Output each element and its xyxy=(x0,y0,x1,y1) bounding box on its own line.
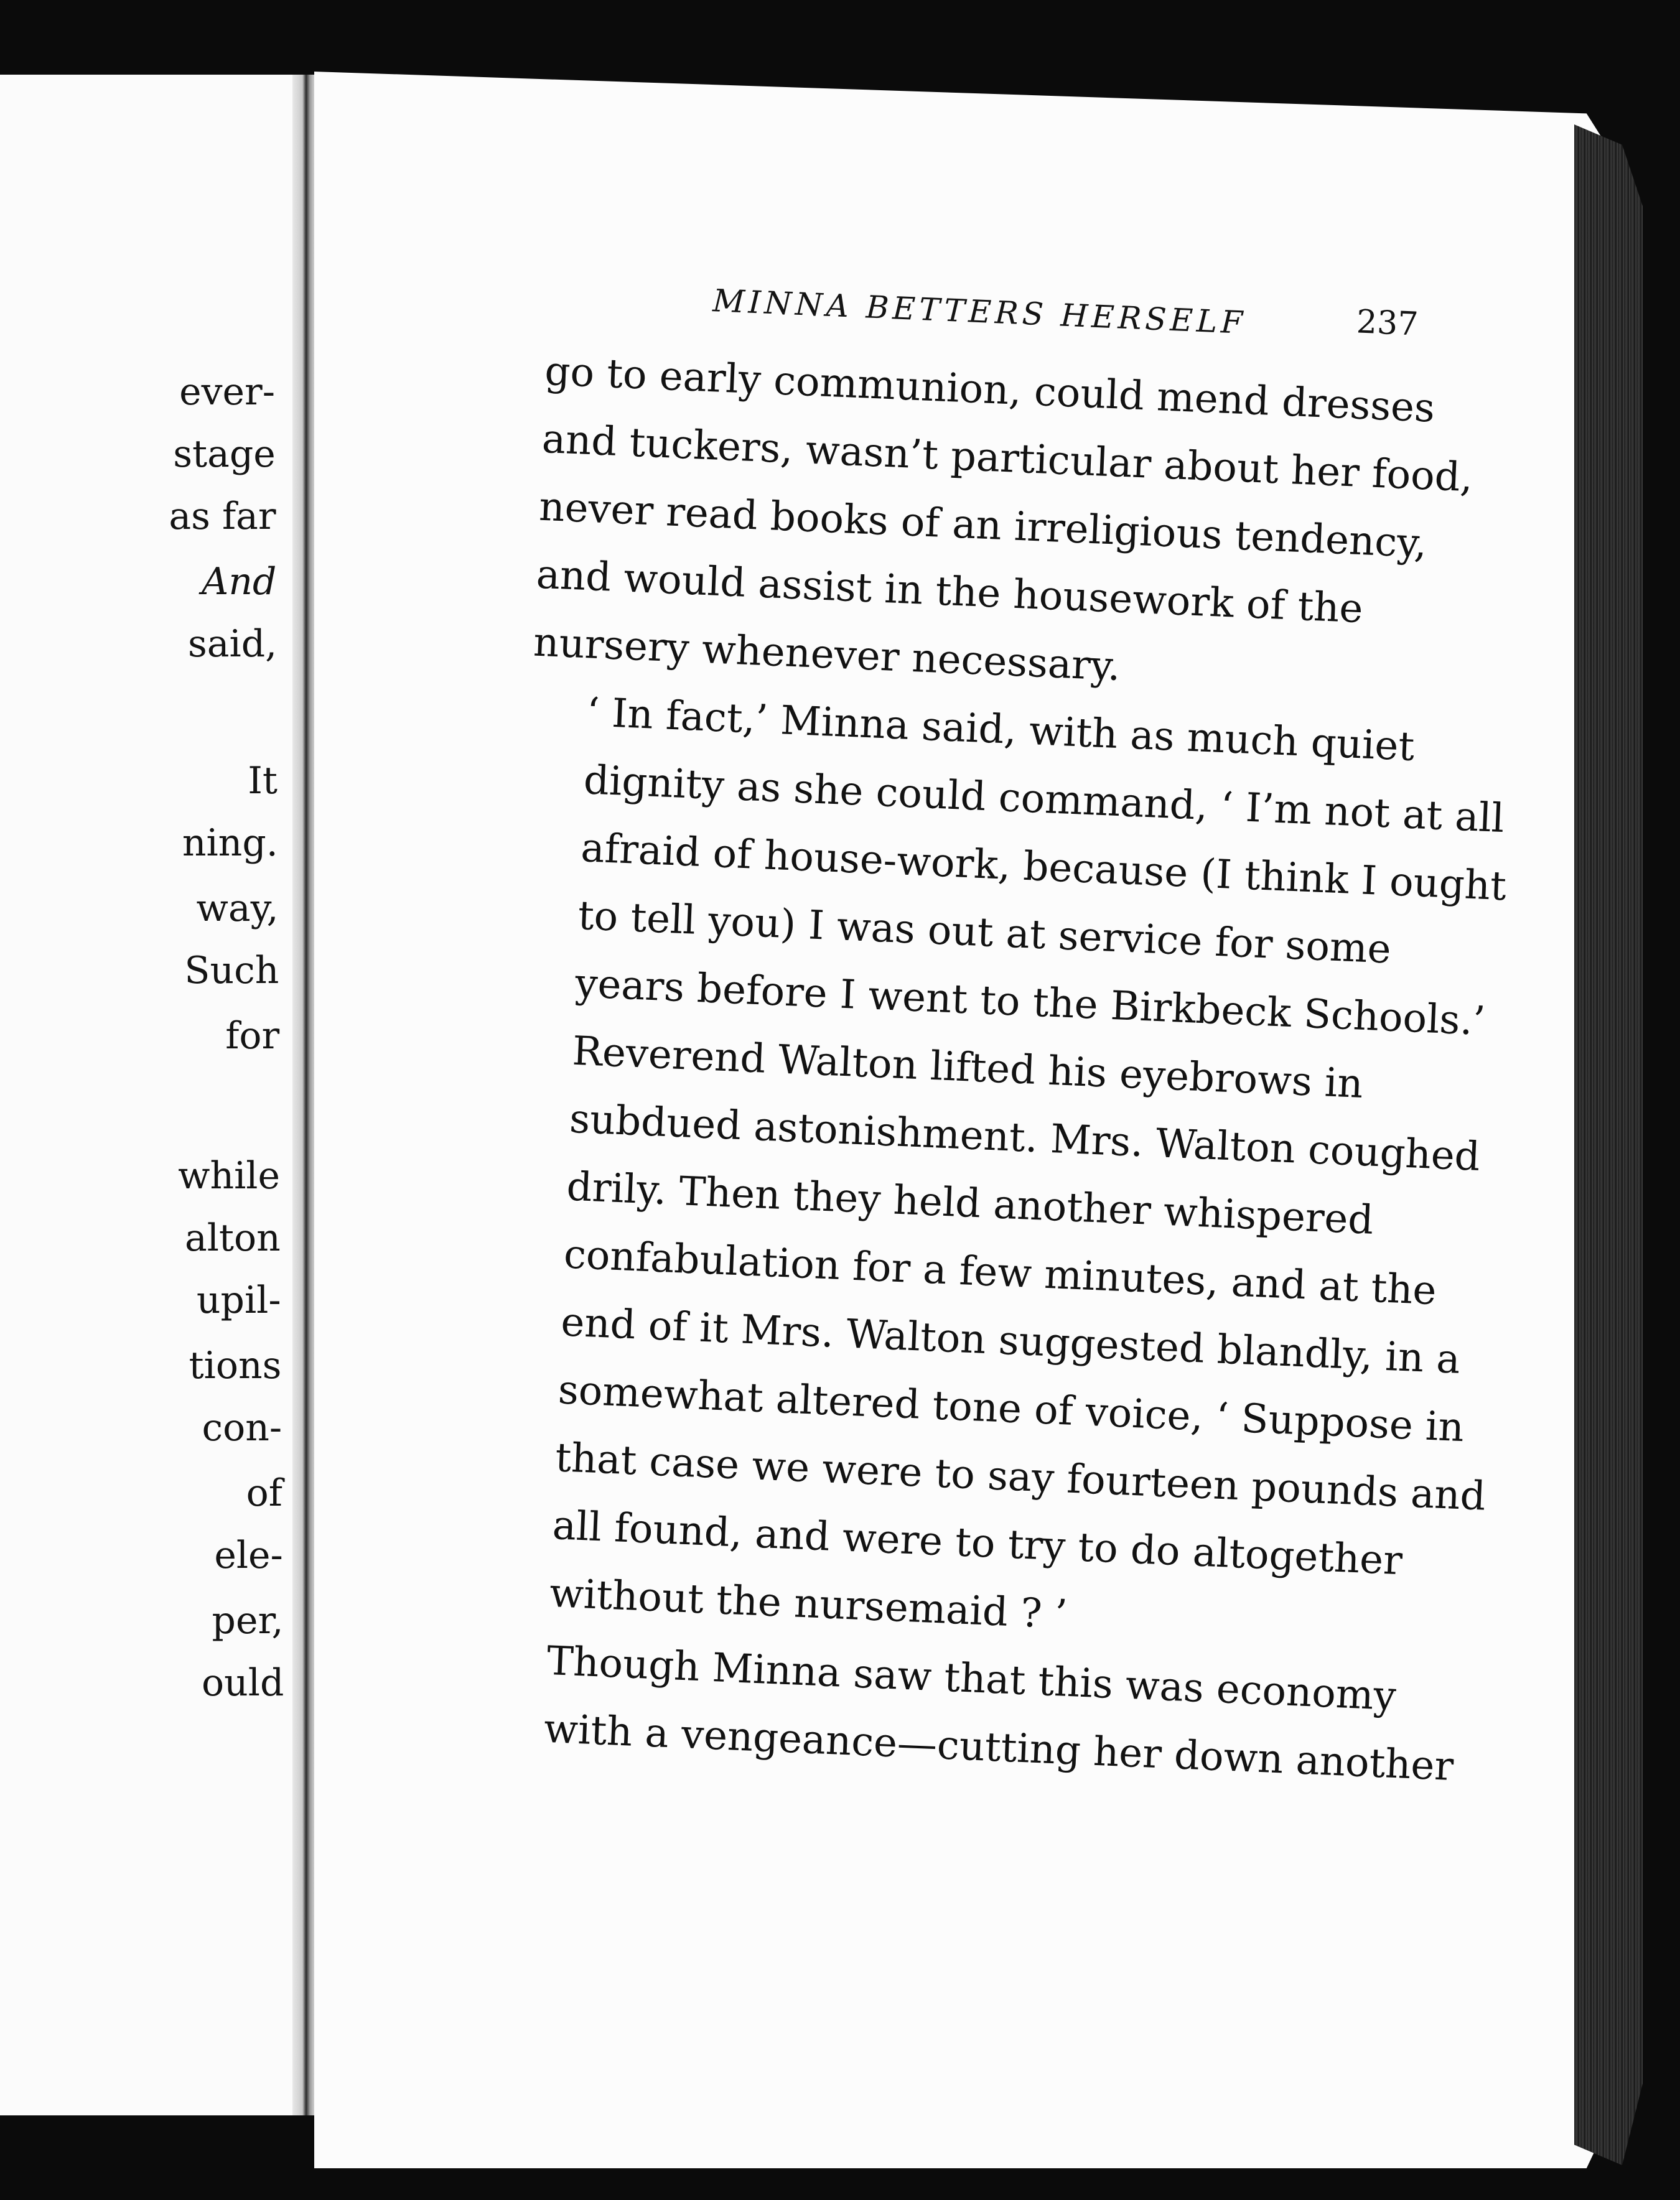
left-page-fragment: said, xyxy=(187,622,278,666)
left-page-fragment: stage xyxy=(173,432,276,476)
running-head: MINNA BETTERS HERSELF xyxy=(712,282,1248,341)
left-page-fragment: ning. xyxy=(182,821,278,865)
page-number: 237 xyxy=(1355,303,1419,343)
text-line: with a vengeance—cutting her down another xyxy=(543,1705,1455,1790)
paragraph xyxy=(518,676,1508,1051)
left-page-fragment: for xyxy=(225,1014,280,1058)
text-line: all found, and were to try to do altogether xyxy=(551,1503,1404,1585)
text-line: subdued astonishment. Mrs. Walton coughed xyxy=(568,1096,1482,1180)
text-line: dignity as she could command, ‘ I’m not at all xyxy=(582,757,1505,842)
left-page-fragment: alton xyxy=(184,1216,281,1260)
text-line: afraid of house-work, because (I think I ought xyxy=(580,825,1508,910)
text-line: end of it Mrs. Walton suggested blandly, in a xyxy=(560,1299,1462,1383)
text-line: to tell you) I was out at service for some xyxy=(577,892,1393,973)
left-page-fragment: upil- xyxy=(196,1279,281,1322)
paragraph xyxy=(492,1015,1487,1661)
left-page-fragment: ever- xyxy=(179,370,275,414)
left-page-fragment: tions xyxy=(189,1344,282,1387)
left-page-fragment: way, xyxy=(196,887,279,930)
text-line: ‘ In fact,’ Minna said, with as much quiet xyxy=(586,689,1416,770)
text-line: confabulation for a few minutes, and at the xyxy=(562,1231,1437,1315)
left-page-fragment: per, xyxy=(212,1599,284,1643)
text-line: and tuckers, wasn’t particular about her food, xyxy=(541,416,1474,501)
text-line: nursery whenever necessary. xyxy=(532,619,1122,691)
left-page-fragment: Such xyxy=(184,949,279,992)
text-line: Though Minna saw that this was economy xyxy=(546,1638,1398,1720)
text-line: go to early communion, could mend dresses xyxy=(544,348,1436,432)
left-page-fragment: It xyxy=(248,759,278,803)
text-line: years before I went to the Birkbeck Schools.’ xyxy=(574,960,1486,1045)
text-line: drily. Then they held another whispered xyxy=(566,1163,1374,1244)
text-line: that case we were to say fourteen pounds and xyxy=(554,1435,1487,1520)
left-page-fragment: ould xyxy=(202,1661,284,1705)
left-page-fragment: while xyxy=(178,1154,280,1198)
left-page-fragment: as far xyxy=(169,495,276,538)
left-page-fragment: ele- xyxy=(214,1534,283,1577)
text-line: and would assist in the housework of the xyxy=(535,551,1364,633)
left-page-fragment: con- xyxy=(202,1406,282,1450)
text-line: without the nursemaid ? ’ xyxy=(548,1570,1068,1638)
text-line: somewhat altered tone of voice, ‘ Suppose in xyxy=(557,1367,1465,1452)
text-line: never read books of an irreligious tendency, xyxy=(538,483,1428,567)
text-line: Reverend Walton lifted his eyebrows in xyxy=(571,1028,1365,1107)
left-page-fragment: of xyxy=(246,1471,282,1515)
left-page-fragment: And xyxy=(202,560,277,604)
paragraph xyxy=(532,338,1474,712)
body-text xyxy=(487,338,1508,1797)
